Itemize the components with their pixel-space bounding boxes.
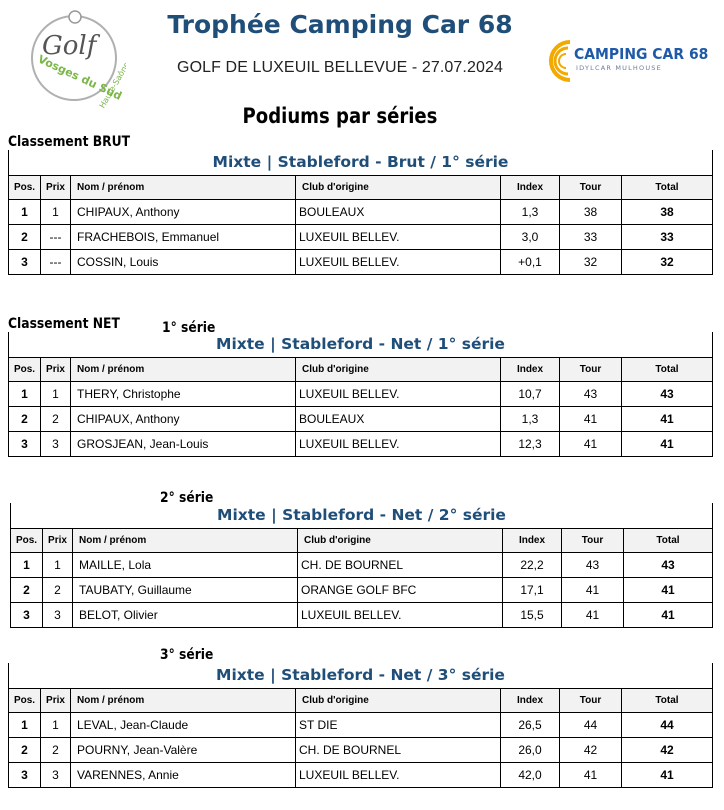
camping-car-68-logo <box>548 38 709 84</box>
column-header-pos: Pos. <box>11 529 43 553</box>
cell-nom: THERY, Christophe <box>71 382 296 407</box>
column-header-index: Index <box>501 176 560 200</box>
brand-name: CAMPING CAR 68 <box>574 45 709 63</box>
page-title: Trophée Camping Car 68 <box>167 10 513 39</box>
cell-nom: COSSIN, Louis <box>71 250 296 275</box>
table-row <box>9 432 713 457</box>
cell-prix: --- <box>41 250 71 275</box>
cell-tour: 43 <box>560 382 622 407</box>
results-table <box>8 175 713 275</box>
cell-tour: 41 <box>562 578 624 603</box>
column-header-club: Club d'origine <box>298 529 503 553</box>
cell-nom: TAUBATY, Guillaume <box>73 578 298 603</box>
cell-club: LUXEUIL BELLEV. <box>296 763 501 788</box>
cell-club: LUXEUIL BELLEV. <box>296 382 501 407</box>
table-row <box>9 382 713 407</box>
cell-total: 43 <box>624 553 713 578</box>
cell-prix: 2 <box>43 578 73 603</box>
cell-total: 41 <box>624 578 713 603</box>
cell-tour: 41 <box>562 603 624 628</box>
cell-prix: --- <box>41 225 71 250</box>
cell-total: 38 <box>622 200 713 225</box>
column-header-pos: Pos. <box>9 358 41 382</box>
cell-index: 17,1 <box>503 578 562 603</box>
cell-total: 41 <box>624 603 713 628</box>
table-caption: Mixte | Stableford - Net / 1° série <box>8 332 713 357</box>
brand-tagline: IDYLCAR MULHOUSE <box>576 64 662 72</box>
column-header-nom: Nom / prénom <box>73 529 298 553</box>
cell-prix: 3 <box>41 763 71 788</box>
cell-total: 42 <box>622 738 713 763</box>
results-table <box>8 688 713 788</box>
serie-2-label: 2° série <box>160 490 214 506</box>
cell-prix: 1 <box>41 200 71 225</box>
cell-club: CH. DE BOURNEL <box>296 738 501 763</box>
cell-prix: 1 <box>43 553 73 578</box>
serie-3-label: 3° série <box>160 647 214 663</box>
column-header-prix: Prix <box>41 176 71 200</box>
camping-car-68-emblem-icon <box>548 38 576 84</box>
cell-nom: FRACHEBOIS, Emmanuel <box>71 225 296 250</box>
results-table-net-serie-2 <box>10 503 713 628</box>
column-header-tour: Tour <box>560 358 622 382</box>
cell-nom: BELOT, Olivier <box>73 603 298 628</box>
column-header-prix: Prix <box>43 529 73 553</box>
logo-golf-word: Golf <box>42 31 97 61</box>
cell-prix: 3 <box>41 432 71 457</box>
column-header-total: Total <box>624 529 713 553</box>
table-row <box>9 200 713 225</box>
cell-index: 1,3 <box>501 407 560 432</box>
cell-tour: 43 <box>562 553 624 578</box>
cell-nom: MAILLE, Lola <box>73 553 298 578</box>
table-header-row <box>9 358 713 382</box>
column-header-total: Total <box>622 176 713 200</box>
table-caption: Mixte | Stableford - Net / 3° série <box>8 663 713 688</box>
cell-club: BOULEAUX <box>296 407 501 432</box>
table-row <box>11 553 713 578</box>
cell-tour: 41 <box>560 407 622 432</box>
cell-prix: 2 <box>41 407 71 432</box>
results-table <box>10 528 713 628</box>
cell-index: 22,2 <box>503 553 562 578</box>
cell-tour: 33 <box>560 225 622 250</box>
table-row <box>9 407 713 432</box>
cell-pos: 2 <box>11 578 43 603</box>
column-header-nom: Nom / prénom <box>71 689 296 713</box>
column-header-tour: Tour <box>562 529 624 553</box>
cell-index: 12,3 <box>501 432 560 457</box>
cell-nom: VARENNES, Annie <box>71 763 296 788</box>
cell-club: LUXEUIL BELLEV. <box>296 432 501 457</box>
column-header-prix: Prix <box>41 358 71 382</box>
cell-total: 41 <box>622 763 713 788</box>
cell-pos: 2 <box>9 738 41 763</box>
table-row <box>9 713 713 738</box>
cell-tour: 38 <box>560 200 622 225</box>
cell-index: 15,5 <box>503 603 562 628</box>
cell-pos: 2 <box>9 225 41 250</box>
cell-prix: 1 <box>41 382 71 407</box>
cell-nom: GROSJEAN, Jean-Louis <box>71 432 296 457</box>
column-header-tour: Tour <box>560 176 622 200</box>
column-header-tour: Tour <box>560 689 622 713</box>
column-header-club: Club d'origine <box>296 358 501 382</box>
column-header-total: Total <box>622 689 713 713</box>
cell-tour: 44 <box>560 713 622 738</box>
cell-total: 44 <box>622 713 713 738</box>
cell-index: 26,5 <box>501 713 560 738</box>
page-subtitle: GOLF DE LUXEUIL BELLEVUE - 27.07.2024 <box>177 59 503 76</box>
table-row <box>9 225 713 250</box>
column-header-prix: Prix <box>41 689 71 713</box>
cell-club: ST DIE <box>296 713 501 738</box>
table-header-row <box>9 689 713 713</box>
cell-club: LUXEUIL BELLEV. <box>296 250 501 275</box>
column-header-nom: Nom / prénom <box>71 176 296 200</box>
column-header-nom: Nom / prénom <box>71 358 296 382</box>
table-row <box>9 763 713 788</box>
cell-pos: 3 <box>11 603 43 628</box>
cell-pos: 3 <box>9 250 41 275</box>
classement-brut-label: Classement BRUT <box>8 134 131 150</box>
cell-index: 42,0 <box>501 763 560 788</box>
cell-index: 1,3 <box>501 200 560 225</box>
golf-vosges-du-sud-logo <box>28 8 126 110</box>
cell-total: 33 <box>622 225 713 250</box>
cell-index: +0,1 <box>501 250 560 275</box>
column-header-index: Index <box>501 358 560 382</box>
table-row <box>9 250 713 275</box>
results-table-brut-serie-1 <box>8 150 713 275</box>
cell-club: LUXEUIL BELLEV. <box>296 225 501 250</box>
cell-nom: CHIPAUX, Anthony <box>71 407 296 432</box>
table-caption: Mixte | Stableford - Brut / 1° série <box>8 150 713 175</box>
cell-pos: 3 <box>9 763 41 788</box>
cell-index: 3,0 <box>501 225 560 250</box>
cell-club: CH. DE BOURNEL <box>298 553 503 578</box>
cell-index: 26,0 <box>501 738 560 763</box>
cell-index: 10,7 <box>501 382 560 407</box>
results-table-net-serie-3 <box>8 663 713 788</box>
cell-nom: CHIPAUX, Anthony <box>71 200 296 225</box>
serie-1-label: 1° série <box>162 320 216 336</box>
cell-tour: 42 <box>560 738 622 763</box>
table-row <box>11 578 713 603</box>
table-caption: Mixte | Stableford - Net / 2° série <box>10 503 713 528</box>
column-header-club: Club d'origine <box>296 176 501 200</box>
cell-total: 32 <box>622 250 713 275</box>
cell-club: ORANGE GOLF BFC <box>298 578 503 603</box>
column-header-club: Club d'origine <box>296 689 501 713</box>
column-header-pos: Pos. <box>9 689 41 713</box>
cell-tour: 41 <box>560 432 622 457</box>
results-table-net-serie-1 <box>8 332 713 457</box>
classement-net-label: Classement NET <box>8 316 120 332</box>
cell-prix: 3 <box>43 603 73 628</box>
table-row <box>9 738 713 763</box>
cell-pos: 1 <box>9 200 41 225</box>
table-header-row <box>11 529 713 553</box>
cell-nom: LEVAL, Jean-Claude <box>71 713 296 738</box>
column-header-index: Index <box>501 689 560 713</box>
cell-pos: 1 <box>9 713 41 738</box>
cell-total: 41 <box>622 432 713 457</box>
column-header-pos: Pos. <box>9 176 41 200</box>
cell-tour: 41 <box>560 763 622 788</box>
logo-line1: Vosges du Sud <box>35 52 124 103</box>
cell-nom: POURNY, Jean-Valère <box>71 738 296 763</box>
logo-line2: Haute-Saône <box>97 60 126 110</box>
cell-prix: 1 <box>41 713 71 738</box>
column-header-total: Total <box>622 358 713 382</box>
document-title: Podiums par séries <box>242 104 438 128</box>
table-header-row <box>9 176 713 200</box>
cell-tour: 32 <box>560 250 622 275</box>
cell-total: 43 <box>622 382 713 407</box>
cell-prix: 2 <box>41 738 71 763</box>
cell-total: 41 <box>622 407 713 432</box>
cell-pos: 2 <box>9 407 41 432</box>
results-table <box>8 357 713 457</box>
cell-club: BOULEAUX <box>296 200 501 225</box>
table-row <box>11 603 713 628</box>
cell-pos: 1 <box>9 382 41 407</box>
column-header-index: Index <box>503 529 562 553</box>
cell-pos: 1 <box>11 553 43 578</box>
cell-pos: 3 <box>9 432 41 457</box>
cell-club: LUXEUIL BELLEV. <box>298 603 503 628</box>
